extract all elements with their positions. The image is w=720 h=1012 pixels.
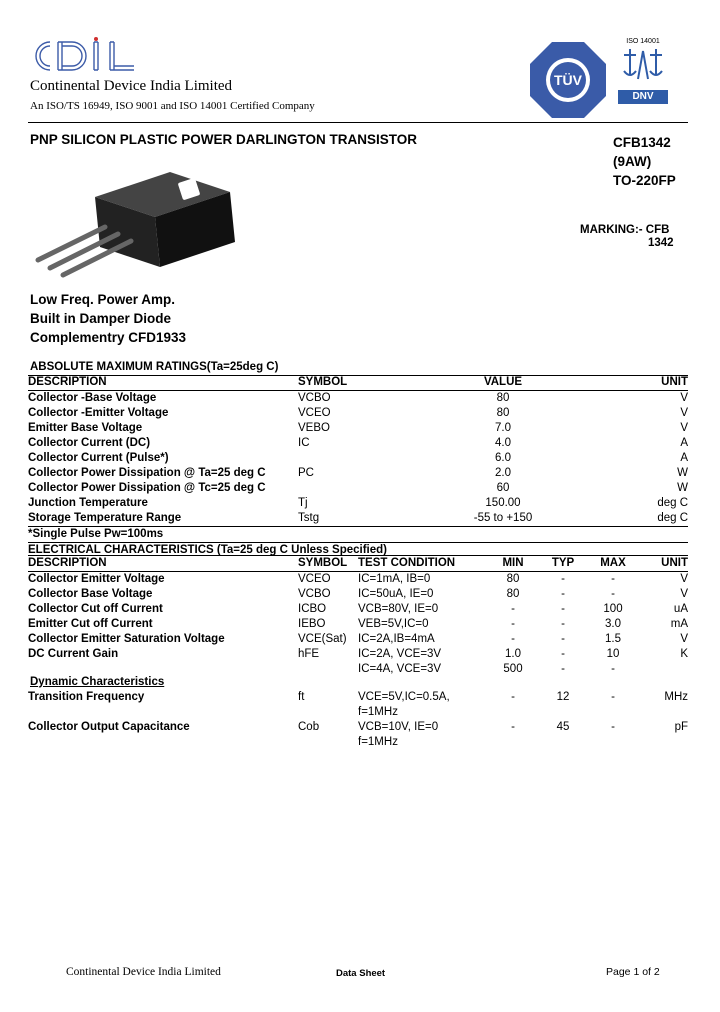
elec-heading: ELECTRICAL CHARACTERISTICS (Ta=25 deg C Unless Specified) — [28, 543, 688, 559]
cell-symbol: VCBO — [298, 588, 331, 600]
cell-symbol: Cob — [298, 721, 320, 733]
part-number: CFB1342 — [613, 135, 671, 150]
cell-unit: V — [680, 422, 688, 434]
cell-value: 7.0 — [495, 422, 511, 434]
cell-description: Collector Current (DC) — [28, 437, 151, 449]
header-unit: UNIT — [578, 375, 688, 391]
header-value: VALUE — [428, 375, 578, 391]
cell-symbol: IEBO — [298, 618, 326, 630]
anchor-icon — [618, 45, 668, 85]
part-info — [613, 133, 676, 190]
cell-symbol — [298, 705, 358, 720]
cell-value: 80 — [496, 407, 510, 419]
table-row — [28, 511, 688, 527]
cell-value: 60 — [496, 482, 510, 494]
cell-description: Collector Emitter Saturation Voltage — [28, 633, 225, 645]
cell-max — [588, 735, 638, 750]
cell-unit: MHz — [664, 691, 688, 703]
cell-symbol — [298, 451, 428, 466]
cell-unit: V — [680, 588, 688, 600]
cell-unit: A — [680, 452, 688, 464]
table-row — [28, 451, 688, 466]
cell-unit: W — [677, 467, 688, 479]
table-row — [28, 720, 688, 735]
cell-min: - — [511, 691, 515, 703]
table-row — [28, 662, 688, 677]
cell-symbol: VCEO — [298, 573, 331, 585]
marking-line2: 1342 — [648, 237, 674, 249]
cell-description: Collector -Base Voltage — [28, 392, 157, 404]
cell-description: Collector Cut off Current — [28, 603, 163, 615]
cell-description: Emitter Base Voltage — [28, 422, 143, 434]
cell-symbol: Tstg — [298, 512, 320, 524]
cell-unit: V — [680, 392, 688, 404]
document-title: PNP SILICON PLASTIC POWER DARLINGTON TRANSISTOR — [30, 132, 418, 147]
pulse-note: *Single Pulse Pw=100ms — [28, 527, 688, 543]
cell-unit: W — [677, 482, 688, 494]
cell-description: Collector Power Dissipation @ Ta=25 deg C — [28, 467, 266, 479]
feature-item: Complementry CFD1933 — [30, 330, 187, 345]
cell-value: 4.0 — [495, 437, 511, 449]
dnv-mark: DNV — [618, 90, 668, 104]
footer-page: Page 1 of 2 — [606, 966, 660, 978]
dnv-certification-badge — [618, 38, 668, 104]
cell-max: - — [611, 573, 615, 585]
tuv-mark: TÜV — [554, 72, 582, 88]
cell-description — [28, 735, 298, 750]
cell-max: - — [611, 691, 615, 703]
cell-description — [28, 705, 298, 720]
cell-max: 1.5 — [605, 633, 621, 645]
cell-max: 100 — [603, 603, 623, 615]
cell-typ: 12 — [556, 691, 570, 703]
transistor-illustration — [30, 172, 260, 282]
cell-test-condition: VEB=5V,IC=0 — [358, 618, 429, 630]
cell-test-condition: IC=2A,IB=4mA — [358, 633, 435, 645]
cell-symbol: hFE — [298, 648, 320, 660]
table-row — [28, 572, 688, 588]
cell-max — [588, 705, 638, 720]
dynamic-table — [28, 690, 688, 750]
table-row — [28, 690, 688, 705]
cell-typ: - — [561, 633, 565, 645]
table-row — [28, 647, 688, 662]
cell-unit: pF — [674, 721, 688, 733]
cdil-logo — [28, 36, 138, 76]
footer-doc-type: Data Sheet — [336, 968, 386, 979]
elec-table — [28, 555, 688, 677]
cell-symbol: VCBO — [298, 392, 331, 404]
cell-value: -55 to +150 — [473, 512, 533, 524]
cell-test-condition: VCE=5V,IC=0.5A, — [358, 691, 450, 703]
table-row — [28, 632, 688, 647]
cell-min: 80 — [506, 588, 520, 600]
cell-test-condition: f=1MHz — [358, 736, 398, 748]
cell-typ — [538, 705, 588, 720]
cell-typ: - — [561, 618, 565, 630]
cell-unit — [638, 705, 688, 720]
cell-unit: A — [680, 437, 688, 449]
part-current: (9AW) — [613, 154, 652, 169]
cell-symbol: ICBO — [298, 603, 327, 615]
cell-description: Collector Output Capacitance — [28, 721, 190, 733]
features-list — [30, 290, 186, 347]
table-row — [28, 587, 688, 602]
cell-typ: - — [561, 663, 565, 675]
table-row — [28, 436, 688, 451]
cell-min — [488, 735, 538, 750]
cell-typ: - — [561, 648, 565, 660]
header-rule — [28, 122, 688, 123]
cell-unit: uA — [673, 603, 688, 615]
cell-value: 80 — [496, 392, 510, 404]
note-row — [28, 527, 688, 543]
cell-symbol: Tj — [298, 497, 308, 509]
cell-symbol: VCEO — [298, 407, 331, 419]
dynamic-heading: Dynamic Characteristics — [30, 676, 165, 688]
certification-text: An ISO/TS 16949, ISO 9001 and ISO 14001 Certified Company — [30, 100, 315, 112]
cell-max: - — [611, 663, 615, 675]
cell-min: 500 — [503, 663, 523, 675]
cell-description: Collector Power Dissipation @ Tc=25 deg C — [28, 482, 266, 494]
cell-min: 80 — [506, 573, 520, 585]
cell-symbol: ft — [298, 691, 305, 703]
cell-unit — [638, 662, 688, 677]
cell-test-condition: IC=2A, VCE=3V — [358, 648, 442, 660]
cell-min: - — [511, 721, 515, 733]
cell-max: - — [611, 588, 615, 600]
cell-min: - — [511, 633, 515, 645]
cell-unit: V — [680, 573, 688, 585]
table-row — [28, 705, 688, 720]
footer-company: Continental Device India Limited — [66, 966, 221, 978]
tuv-certification-badge — [528, 40, 608, 120]
header-description: DESCRIPTION — [28, 375, 298, 391]
cell-description: DC Current Gain — [28, 648, 119, 660]
header-unit: UNIT — [638, 556, 688, 572]
cell-min — [488, 705, 538, 720]
part-package: TO-220FP — [613, 173, 676, 188]
cell-description — [28, 662, 298, 677]
cell-unit: V — [680, 407, 688, 419]
cell-symbol: IC — [298, 437, 310, 449]
cell-typ: - — [561, 588, 565, 600]
cell-min: - — [511, 618, 515, 630]
company-name: Continental Device India Limited — [30, 78, 233, 94]
cell-symbol — [298, 735, 358, 750]
cell-min: 1.0 — [505, 648, 521, 660]
header-typ: TYP — [538, 556, 588, 572]
cell-test-condition: VCB=10V, IE=0 — [358, 721, 439, 733]
cell-test-condition: IC=50uA, IE=0 — [358, 588, 434, 600]
cell-unit: V — [680, 633, 688, 645]
abs-max-heading: ABSOLUTE MAXIMUM RATINGS(Ta=25deg C) — [30, 361, 279, 373]
cell-unit: mA — [670, 618, 688, 630]
header-symbol: SYMBOL — [298, 556, 358, 572]
feature-item: Built in Damper Diode — [30, 311, 172, 326]
cell-min: - — [511, 603, 515, 615]
cell-test-condition: IC=4A, VCE=3V — [358, 663, 442, 675]
cell-unit — [638, 735, 688, 750]
cell-typ — [538, 735, 588, 750]
cell-unit: deg C — [657, 512, 688, 524]
cell-description: Emitter Cut off Current — [28, 618, 153, 630]
header-description: DESCRIPTION — [28, 556, 298, 572]
marking — [580, 224, 674, 250]
header-min: MIN — [488, 556, 538, 572]
table-row — [28, 406, 688, 421]
abs-max-table — [28, 375, 688, 558]
cell-description: Transition Frequency — [28, 691, 145, 703]
table-row — [28, 602, 688, 617]
cell-description: Junction Temperature — [28, 497, 148, 509]
cell-typ: - — [561, 603, 565, 615]
cell-description: Collector Base Voltage — [28, 588, 153, 600]
cell-test-condition: VCB=80V, IE=0 — [358, 603, 439, 615]
table-row — [28, 617, 688, 632]
table-row — [28, 556, 688, 572]
cell-unit: K — [680, 648, 688, 660]
cell-value: 150.00 — [485, 497, 521, 509]
cell-symbol: VCE(Sat) — [298, 633, 347, 645]
table-row — [28, 481, 688, 496]
cell-symbol — [298, 481, 428, 496]
cell-test-condition: f=1MHz — [358, 706, 398, 718]
table-row — [28, 735, 688, 750]
cell-symbol — [298, 662, 358, 677]
header-test-condition: TEST CONDITION — [358, 556, 488, 572]
cell-max: 10 — [606, 648, 620, 660]
cell-value: 2.0 — [495, 467, 511, 479]
cell-description: Collector Emitter Voltage — [28, 573, 165, 585]
cell-description: Collector -Emitter Voltage — [28, 407, 169, 419]
table-row — [28, 496, 688, 511]
cell-symbol: PC — [298, 467, 314, 479]
table-row — [28, 375, 688, 391]
cell-symbol: VEBO — [298, 422, 330, 434]
feature-item: Low Freq. Power Amp. — [30, 292, 176, 307]
marking-label: MARKING:- CFB — [580, 224, 670, 236]
iso-label: ISO 14001 — [626, 38, 660, 45]
cell-typ: - — [561, 573, 565, 585]
table-row — [28, 466, 688, 481]
table-row — [28, 391, 688, 407]
cell-value: 6.0 — [495, 452, 511, 464]
cell-max: - — [611, 721, 615, 733]
cell-description: Collector Current (Pulse*) — [28, 452, 169, 464]
header-symbol: SYMBOL — [298, 375, 428, 391]
cell-unit: deg C — [657, 497, 688, 509]
cell-typ: 45 — [556, 721, 570, 733]
table-row — [28, 421, 688, 436]
cell-test-condition: IC=1mA, IB=0 — [358, 573, 431, 585]
cell-description: Storage Temperature Range — [28, 512, 182, 524]
cell-max: 3.0 — [605, 618, 621, 630]
header-max: MAX — [588, 556, 638, 572]
